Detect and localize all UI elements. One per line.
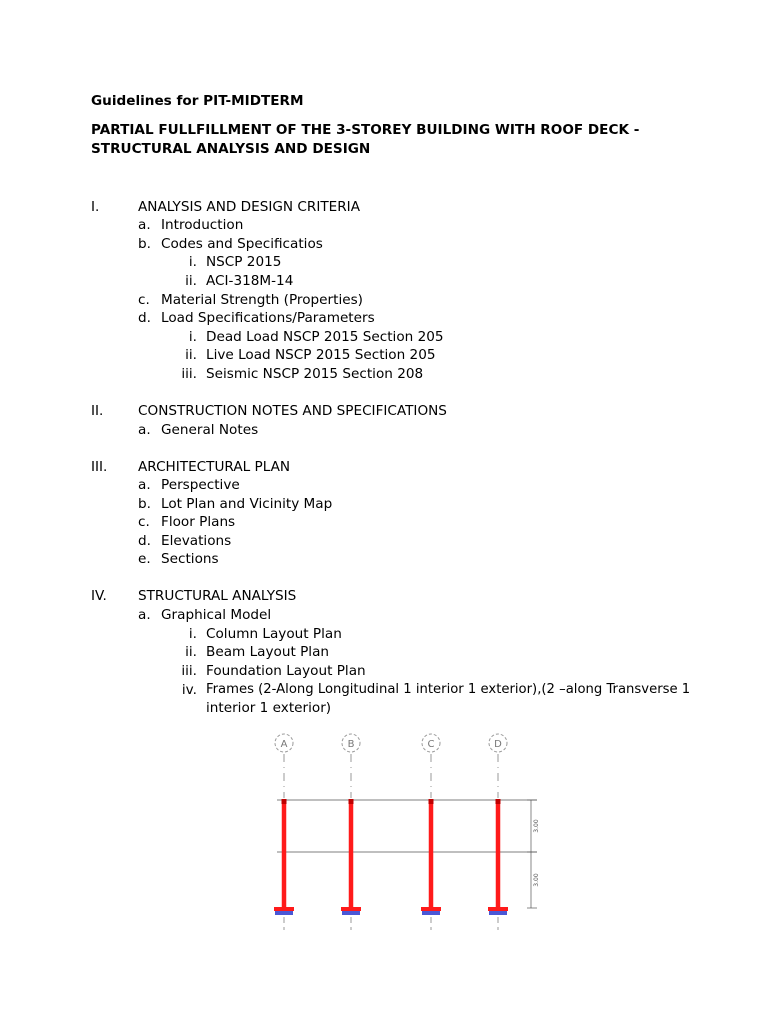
- list-item: Elevations: [161, 533, 232, 549]
- list-item: Introduction: [161, 217, 244, 233]
- list-marker: d.: [138, 310, 151, 326]
- section-number: I.: [91, 199, 100, 215]
- sublist-marker: i.: [188, 329, 197, 345]
- sublist-item-continuation: interior 1 exterior): [206, 700, 332, 716]
- sublist-item: NSCP 2015: [206, 254, 282, 270]
- list-item: General Notes: [161, 422, 259, 438]
- list-item: Lot Plan and Vicinity Map: [161, 496, 333, 512]
- fixed-support: [275, 911, 293, 915]
- sublist-item: Frames (2-Along Longitudinal 1 interior 1 exterior),(2 –along Transverse 1: [206, 682, 691, 697]
- support-plate: [341, 907, 361, 911]
- support-plate: [421, 907, 441, 911]
- sublist-marker: i.: [188, 254, 197, 270]
- guidelines-title: Guidelines for PIT-MIDTERM: [91, 93, 304, 109]
- list-item: Codes and Specificatios: [161, 236, 323, 252]
- list-item: Perspective: [161, 477, 240, 493]
- list-marker: c.: [138, 292, 150, 308]
- grid-label: C: [427, 739, 435, 750]
- section-number: III.: [91, 459, 108, 475]
- grid-label: A: [280, 739, 288, 750]
- sublist-marker: ii.: [185, 347, 197, 363]
- fixed-support: [489, 911, 507, 915]
- heading-line-2: STRUCTURAL ANALYSIS AND DESIGN: [91, 141, 371, 157]
- list-marker: b.: [138, 236, 151, 252]
- list-item: Floor Plans: [161, 514, 236, 530]
- sublist-item: ACI-318M-14: [206, 273, 294, 289]
- list-marker: c.: [138, 514, 150, 530]
- sublist-item: Seismic NSCP 2015 Section 208: [206, 366, 424, 382]
- grid-label: D: [494, 739, 502, 750]
- sublist-item: Column Layout Plan: [206, 626, 342, 642]
- section-number: IV.: [91, 588, 107, 604]
- sublist-marker: ii.: [185, 644, 197, 660]
- sublist-marker: ii.: [185, 273, 197, 289]
- sublist-marker: iii.: [181, 663, 197, 679]
- fixed-support: [342, 911, 360, 915]
- sublist-item: Dead Load NSCP 2015 Section 205: [206, 329, 444, 345]
- list-item: Sections: [161, 551, 219, 567]
- list-item: Material Strength (Properties): [161, 292, 363, 308]
- dimension-label: 3.00: [533, 819, 540, 833]
- list-item: Graphical Model: [161, 607, 272, 623]
- sublist-marker: i.: [188, 626, 197, 642]
- section-number: II.: [91, 403, 104, 419]
- list-marker: e.: [138, 551, 151, 567]
- section-title: STRUCTURAL ANALYSIS: [138, 588, 297, 604]
- list-marker: a.: [138, 217, 151, 233]
- list-marker: a.: [138, 422, 151, 438]
- sublist-marker: iv.: [181, 682, 197, 698]
- list-marker: b.: [138, 496, 151, 512]
- section-title: ANALYSIS AND DESIGN CRITERIA: [138, 199, 360, 215]
- heading-line-1: PARTIAL FULLFILLMENT OF THE 3-STOREY BUILDING WITH ROOF DECK -: [91, 122, 640, 138]
- section-title: ARCHITECTURAL PLAN: [138, 459, 291, 475]
- fixed-support: [422, 911, 440, 915]
- sublist-item: Foundation Layout Plan: [206, 663, 366, 679]
- list-marker: a.: [138, 477, 151, 493]
- support-plate: [488, 907, 508, 911]
- list-marker: d.: [138, 533, 151, 549]
- frame-elevation-diagram: [255, 730, 555, 935]
- list-item: Load Specifications/Parameters: [161, 310, 375, 326]
- list-marker: a.: [138, 607, 151, 623]
- section-title: CONSTRUCTION NOTES AND SPECIFICATIONS: [138, 403, 447, 419]
- sublist-item: Live Load NSCP 2015 Section 205: [206, 347, 436, 363]
- sublist-item: Beam Layout Plan: [206, 644, 330, 660]
- dimension-label: 3.00: [533, 873, 540, 887]
- grid-label: B: [347, 739, 355, 750]
- sublist-marker: iii.: [181, 366, 197, 382]
- support-plate: [274, 907, 294, 911]
